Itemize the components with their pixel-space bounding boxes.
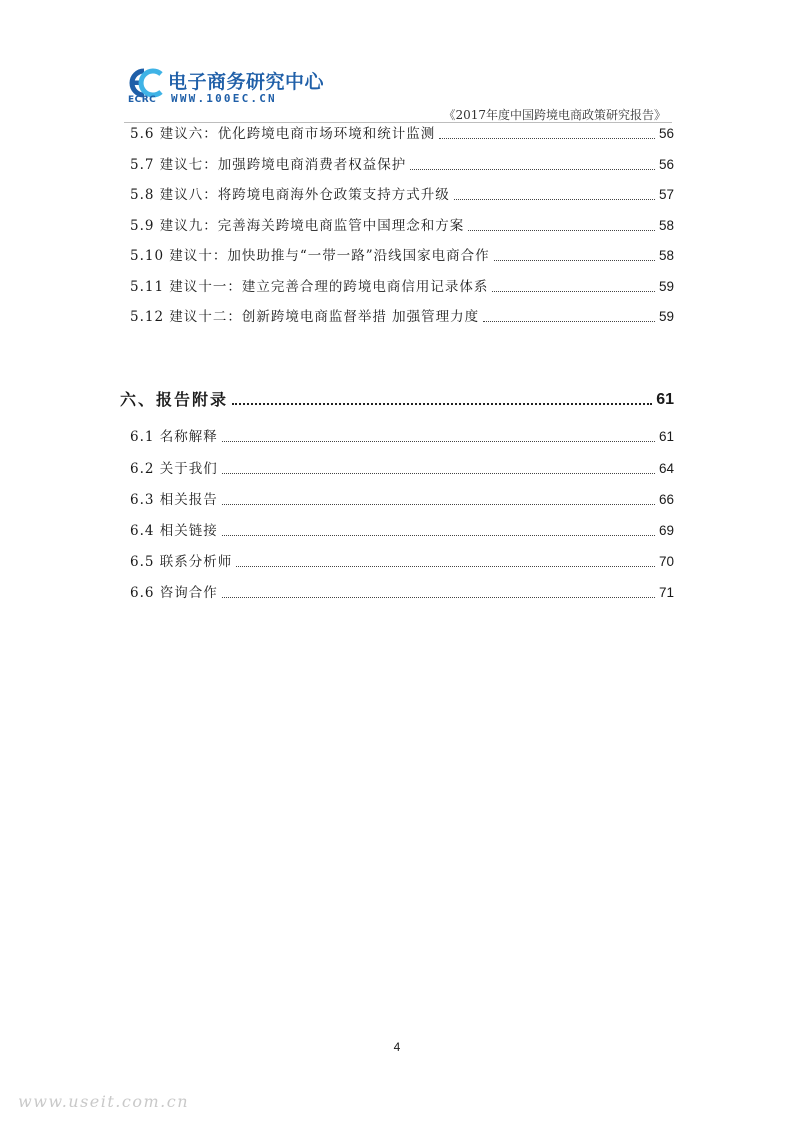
page-number: 4: [393, 1040, 401, 1054]
toc-leader-dots: [494, 260, 655, 261]
toc-entry-label: 6.6 咨询合作: [130, 585, 218, 601]
toc-entry-5-8[interactable]: [130, 186, 674, 204]
toc-leader-dots: [483, 321, 655, 322]
toc-entry-label: 5.12 建议十二：创新跨境电商监督举措 加强管理力度: [130, 309, 480, 325]
toc-entry-page: 56: [658, 126, 674, 141]
toc-leader-dots: [410, 169, 655, 170]
toc-entry-page: 61: [658, 429, 674, 444]
logo-org-name: 电子商务研究中心: [168, 71, 325, 93]
toc-entry-page: 70: [658, 554, 674, 569]
report-title-header: 《2017年度中国跨境电商政策研究报告》: [443, 108, 666, 122]
toc-leader-dots: [232, 403, 652, 405]
logo-abbreviation: ECRC: [128, 95, 157, 105]
toc-entry-6-5[interactable]: [130, 553, 674, 571]
toc-leader-dots: [468, 230, 655, 231]
site-watermark: www.useit.com.cn: [18, 1092, 190, 1111]
toc-leader-dots: [222, 597, 655, 598]
logo-website: WWW.100EC.CN: [171, 92, 277, 105]
toc-entry-page: 57: [658, 187, 674, 202]
toc-entry-label: 5.9 建议九：完善海关跨境电商监管中国理念和方案: [130, 218, 465, 234]
toc-leader-dots: [454, 199, 655, 200]
toc-entry-label: 6.5 联系分析师: [130, 554, 233, 570]
toc-entry-6-2[interactable]: [130, 460, 674, 478]
toc-chapter-label: 六、报告附录: [120, 390, 229, 409]
toc-entry-label: 6.1 名称解释: [130, 429, 218, 445]
toc-entry-label: 5.10 建议十：加快助推与“一带一路”沿线国家电商合作: [130, 248, 490, 264]
ecrc-logo: [124, 66, 325, 108]
toc-entry-page: 64: [658, 461, 674, 476]
toc-leader-dots: [222, 535, 655, 536]
toc-entry-page: 59: [658, 279, 674, 294]
toc-entry-5-10[interactable]: [130, 247, 674, 265]
toc-leader-dots: [492, 291, 655, 292]
toc-chapter-6[interactable]: [120, 391, 674, 409]
toc-entry-6-1[interactable]: [130, 428, 674, 446]
toc-entry-5-7[interactable]: [130, 156, 674, 174]
toc-leader-dots: [236, 566, 655, 567]
toc-entry-label: 6.4 相关链接: [130, 523, 218, 539]
toc-entry-page: 69: [658, 523, 674, 538]
toc-entry-page: 59: [658, 309, 674, 324]
toc-entry-label: 5.7 建议七：加强跨境电商消费者权益保护: [130, 157, 407, 173]
toc-entry-label: 5.11 建议十一：建立完善合理的跨境电商信用记录体系: [130, 279, 489, 295]
toc-entry-5-6[interactable]: [130, 125, 674, 143]
toc-entry-5-11[interactable]: [130, 278, 674, 296]
toc-entry-page: 71: [658, 585, 674, 600]
toc-entry-page: 66: [658, 492, 674, 507]
toc-chapter-page: 61: [656, 391, 674, 408]
toc-entry-label: 6.3 相关报告: [130, 492, 218, 508]
toc-leader-dots: [222, 441, 655, 442]
toc-entry-page: 58: [658, 248, 674, 263]
header-divider: [124, 122, 672, 123]
toc-entry-page: 58: [658, 218, 674, 233]
toc-entry-6-4[interactable]: [130, 522, 674, 540]
toc-entry-5-12[interactable]: [130, 308, 674, 326]
toc-leader-dots: [222, 504, 655, 505]
toc-entry-6-3[interactable]: [130, 491, 674, 509]
toc-leader-dots: [222, 473, 655, 474]
toc-entry-page: 56: [658, 157, 674, 172]
toc-entry-5-9[interactable]: [130, 217, 674, 235]
toc-leader-dots: [439, 138, 655, 139]
toc-entry-label: 5.6 建议六：优化跨境电商市场环境和统计监测: [130, 126, 436, 142]
toc-entry-label: 6.2 关于我们: [130, 461, 218, 477]
toc-entry-6-6[interactable]: [130, 584, 674, 602]
toc-entry-label: 5.8 建议八：将跨境电商海外仓政策支持方式升级: [130, 187, 450, 203]
